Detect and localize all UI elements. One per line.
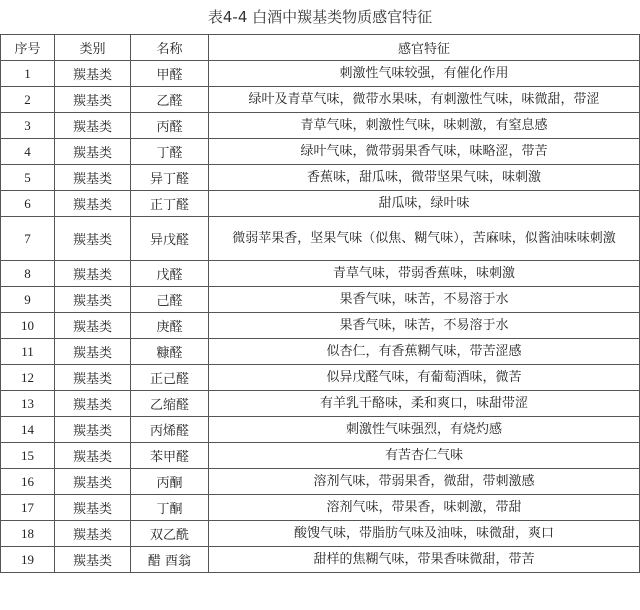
cell-name: 双乙酰 xyxy=(131,521,209,547)
cell-category: 羰基类 xyxy=(55,547,131,573)
cell-sensory: 似杏仁，有香蕉糊气味，带苦涩感 xyxy=(209,339,640,365)
table-row xyxy=(1,261,640,287)
cell-sensory: 青草气味，带弱香蕉味，味刺激 xyxy=(209,261,640,287)
table-row xyxy=(1,339,640,365)
cell-category: 羰基类 xyxy=(55,391,131,417)
cell-no: 9 xyxy=(1,287,55,313)
cell-sensory: 溶剂气味，带弱果香，微甜，带刺激感 xyxy=(209,469,640,495)
cell-category: 羰基类 xyxy=(55,417,131,443)
cell-no: 17 xyxy=(1,495,55,521)
cell-no: 13 xyxy=(1,391,55,417)
cell-name: 丁醛 xyxy=(131,139,209,165)
cell-sensory: 有羊乳干酪味，柔和爽口，味甜带涩 xyxy=(209,391,640,417)
cell-name: 戊醛 xyxy=(131,261,209,287)
cell-no: 5 xyxy=(1,165,55,191)
cell-sensory: 绿叶气味，微带弱果香气味，味略涩，带苦 xyxy=(209,139,640,165)
cell-category: 羰基类 xyxy=(55,61,131,87)
header-category: 类别 xyxy=(55,35,131,61)
cell-no: 18 xyxy=(1,521,55,547)
header-row xyxy=(1,35,640,61)
cell-no: 1 xyxy=(1,61,55,87)
cell-name: 乙醛 xyxy=(131,87,209,113)
cell-sensory: 果香气味，味苦，不易溶于水 xyxy=(209,287,640,313)
cell-category: 羰基类 xyxy=(55,191,131,217)
cell-name: 甲醛 xyxy=(131,61,209,87)
table-row xyxy=(1,165,640,191)
cell-no: 8 xyxy=(1,261,55,287)
cell-name: 乙缩醛 xyxy=(131,391,209,417)
cell-no: 7 xyxy=(1,217,55,261)
cell-sensory: 青草气味，刺激性气味，味刺激，有窒息感 xyxy=(209,113,640,139)
cell-name: 糠醛 xyxy=(131,339,209,365)
cell-no: 16 xyxy=(1,469,55,495)
sensory-table xyxy=(0,34,640,573)
cell-sensory: 绿叶及青草气味，微带水果味，有刺激性气味，味微甜，带涩 xyxy=(209,87,640,113)
cell-category: 羰基类 xyxy=(55,443,131,469)
cell-sensory: 似异戊醛气味，有葡萄酒味，微苦 xyxy=(209,365,640,391)
cell-category: 羰基类 xyxy=(55,113,131,139)
cell-sensory: 微弱苹果香，坚果气味（似焦、糊气味），苦麻味，似酱油味味刺激 xyxy=(209,217,640,261)
cell-category: 羰基类 xyxy=(55,313,131,339)
cell-sensory: 刺激性气味强烈，有烧灼感 xyxy=(209,417,640,443)
cell-category: 羰基类 xyxy=(55,217,131,261)
cell-sensory: 甜瓜味，绿叶味 xyxy=(209,191,640,217)
table-row xyxy=(1,113,640,139)
cell-category: 羰基类 xyxy=(55,469,131,495)
cell-sensory: 甜样的焦糊气味，带果香味微甜，带苦 xyxy=(209,547,640,573)
table-title: 表4-4 白酒中羰基类物质感官特征 xyxy=(207,8,433,26)
cell-name: 己醛 xyxy=(131,287,209,313)
cell-name: 苯甲醛 xyxy=(131,443,209,469)
table-row xyxy=(1,217,640,261)
header-no: 序号 xyxy=(1,35,55,61)
cell-no: 10 xyxy=(1,313,55,339)
cell-no: 2 xyxy=(1,87,55,113)
table-row xyxy=(1,191,640,217)
table-row xyxy=(1,495,640,521)
cell-no: 15 xyxy=(1,443,55,469)
cell-name: 正己醛 xyxy=(131,365,209,391)
header-sensory: 感官特征 xyxy=(209,35,640,61)
cell-no: 4 xyxy=(1,139,55,165)
cell-category: 羰基类 xyxy=(55,521,131,547)
header-name: 名称 xyxy=(131,35,209,61)
cell-name: 异戊醛 xyxy=(131,217,209,261)
table-row xyxy=(1,469,640,495)
cell-category: 羰基类 xyxy=(55,495,131,521)
table-row xyxy=(1,391,640,417)
table-row xyxy=(1,313,640,339)
table-row xyxy=(1,61,640,87)
cell-sensory: 刺激性气味较强，有催化作用 xyxy=(209,61,640,87)
cell-no: 14 xyxy=(1,417,55,443)
cell-category: 羰基类 xyxy=(55,87,131,113)
cell-name: 丙酮 xyxy=(131,469,209,495)
cell-category: 羰基类 xyxy=(55,287,131,313)
cell-no: 12 xyxy=(1,365,55,391)
cell-sensory: 酸馊气味，带脂肪气味及油味，味微甜，爽口 xyxy=(209,521,640,547)
cell-category: 羰基类 xyxy=(55,261,131,287)
cell-name: 庚醛 xyxy=(131,313,209,339)
cell-category: 羰基类 xyxy=(55,139,131,165)
cell-name: 丙醛 xyxy=(131,113,209,139)
cell-category: 羰基类 xyxy=(55,339,131,365)
table-row xyxy=(1,287,640,313)
cell-no: 19 xyxy=(1,547,55,573)
cell-name: 异丁醛 xyxy=(131,165,209,191)
cell-no: 6 xyxy=(1,191,55,217)
cell-no: 3 xyxy=(1,113,55,139)
cell-sensory: 有苦杏仁气味 xyxy=(209,443,640,469)
cell-sensory: 香蕉味，甜瓜味，微带坚果气味，味刺激 xyxy=(209,165,640,191)
cell-name: 正丁醛 xyxy=(131,191,209,217)
table-row xyxy=(1,417,640,443)
cell-category: 羰基类 xyxy=(55,365,131,391)
table-row xyxy=(1,443,640,469)
table-row xyxy=(1,365,640,391)
cell-no: 11 xyxy=(1,339,55,365)
cell-sensory: 溶剂气味，带果香，味刺激，带甜 xyxy=(209,495,640,521)
table-row xyxy=(1,521,640,547)
table-row xyxy=(1,139,640,165)
cell-name: 醋 酉翁 xyxy=(131,547,209,573)
cell-sensory: 果香气味，味苦，不易溶于水 xyxy=(209,313,640,339)
cell-name: 丙烯醛 xyxy=(131,417,209,443)
cell-category: 羰基类 xyxy=(55,165,131,191)
cell-name: 丁酮 xyxy=(131,495,209,521)
table-row xyxy=(1,87,640,113)
table-row xyxy=(1,547,640,573)
